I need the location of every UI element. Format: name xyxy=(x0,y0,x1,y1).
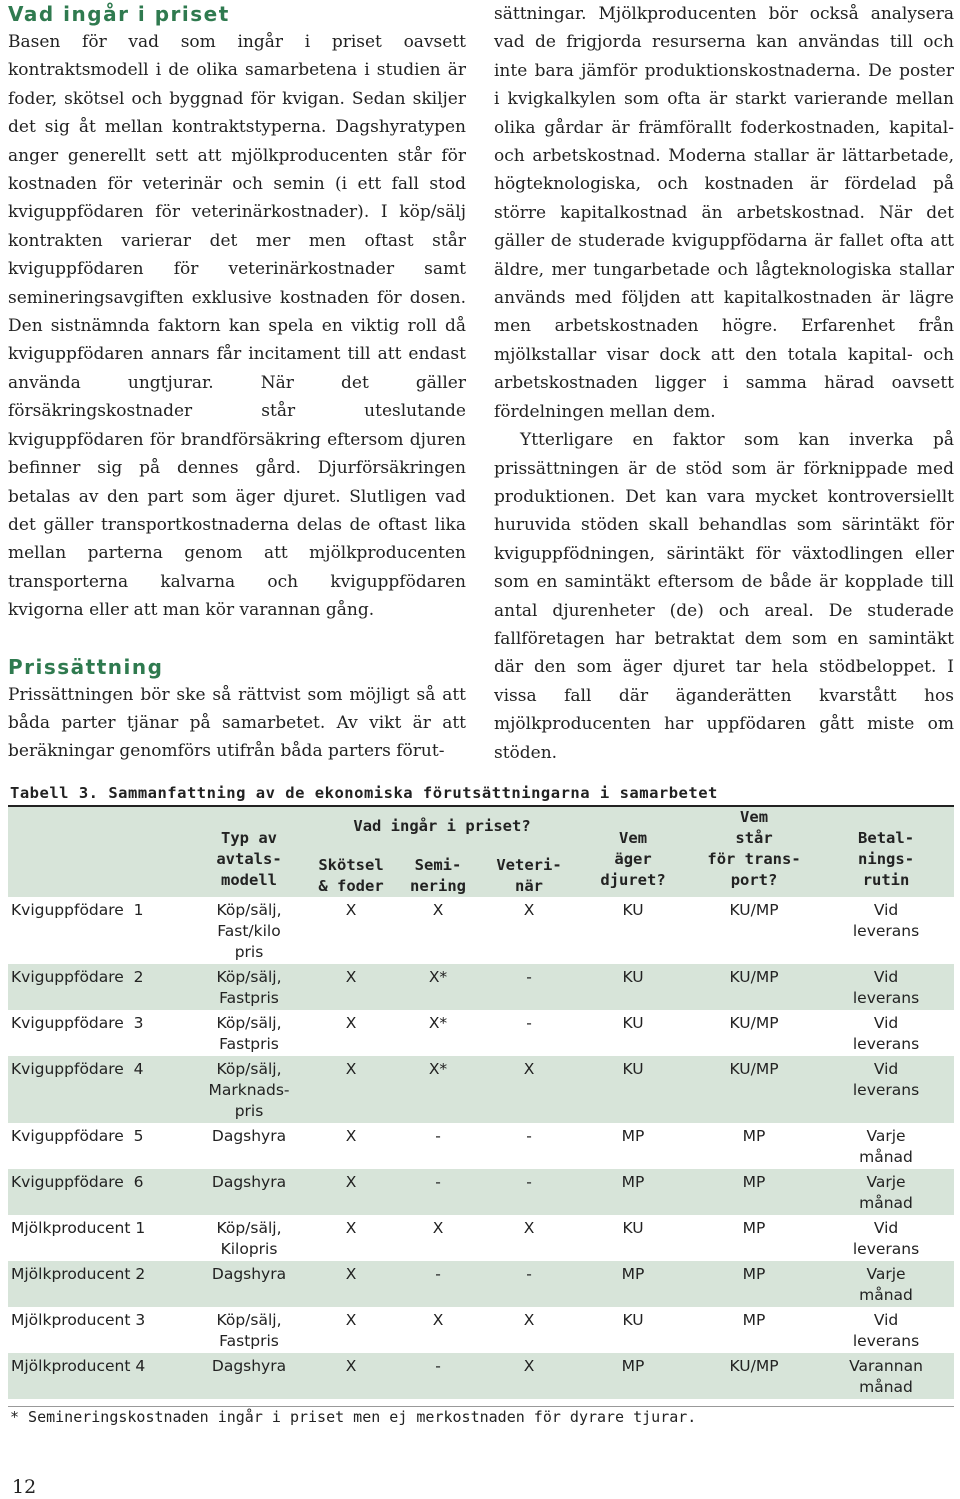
header-skotsel-line: & foder xyxy=(318,877,384,895)
header-transport-line: port? xyxy=(730,871,778,889)
cell-seminering: - xyxy=(394,1261,482,1307)
cell-betalning-line: Varje xyxy=(866,1127,906,1145)
cell-skotsel: X xyxy=(308,1056,394,1123)
paragraph-prissattning: Prissättningen bör ske så rättvist som möjligt så att båda parter tjänar på samarbetet. Av vikt är att beräkningar genomförs utifrån båda parters förut- xyxy=(8,684,466,762)
summary-table-container xyxy=(8,807,954,1399)
cell-betalning-line: leverans xyxy=(852,989,920,1007)
header-skotsel-line: Skötsel xyxy=(318,856,384,874)
row-label: Kviguppfödare 3 xyxy=(11,1014,144,1032)
header-betalning-line: Betal- xyxy=(858,829,915,847)
header-ager-line: äger xyxy=(614,850,652,868)
cell-seminering: X xyxy=(432,901,444,919)
header-typ xyxy=(190,807,308,897)
cell-typ xyxy=(190,1169,308,1215)
heading-vad-ingar: Vad ingår i priset xyxy=(8,2,230,26)
header-typ-line: avtals- xyxy=(216,850,282,868)
cell-betalning-line: Vid xyxy=(873,1311,899,1329)
table-row xyxy=(8,1261,954,1307)
cell-betalning xyxy=(818,1010,954,1056)
cell-typ-line: Fastpris xyxy=(219,1332,279,1350)
header-seminering-line: nering xyxy=(410,877,466,895)
page-number: 12 xyxy=(12,1476,37,1498)
cell-seminering: X* xyxy=(428,1014,448,1032)
cell-veterinar: X xyxy=(482,1353,576,1399)
cell-seminering: X* xyxy=(394,964,482,1010)
cell-betalning-line: leverans xyxy=(852,1081,920,1099)
row-label: Kviguppfödare 4 xyxy=(8,1056,190,1123)
header-typ-line: Typ av xyxy=(221,829,277,847)
cell-transport: KU/MP xyxy=(690,1056,818,1123)
table-row xyxy=(8,1307,954,1353)
header-transport-line: Vem xyxy=(740,808,769,826)
cell-betalning-line: Varje xyxy=(866,1173,906,1191)
cell-ager: KU xyxy=(576,1056,690,1123)
cell-betalning xyxy=(818,1261,954,1307)
cell-ager: MP xyxy=(576,1261,690,1307)
row-label: Mjölkproducent 3 xyxy=(11,1311,146,1329)
header-ager-line: Vem xyxy=(619,829,648,847)
cell-typ-line: Fastpris xyxy=(219,1035,279,1053)
cell-betalning-line: leverans xyxy=(852,922,920,940)
header-transport-line: står xyxy=(735,829,773,847)
cell-seminering: X* xyxy=(394,1056,482,1123)
cell-typ-line: Fast/kilo xyxy=(217,922,281,940)
table-row xyxy=(8,1056,954,1123)
cell-veterinar: - xyxy=(482,1169,576,1215)
cell-ager: KU xyxy=(622,1219,644,1237)
cell-veterinar: - xyxy=(482,1261,576,1307)
cell-typ-line: Köp/sälj, xyxy=(216,1311,282,1329)
cell-betalning xyxy=(818,1215,954,1261)
cell-betalning-line: månad xyxy=(859,1148,913,1166)
cell-betalning-line: månad xyxy=(859,1194,913,1212)
table-footnote: * Semineringskostnaden ingår i priset men ej merkostnaden för dyrare tjurar. xyxy=(10,1408,697,1426)
cell-betalning xyxy=(818,964,954,1010)
table-title: Tabell 3. Sammanfattning av de ekonomiska förutsättningarna i samarbetet xyxy=(10,784,718,802)
cell-typ-line: Köp/sälj, xyxy=(216,1014,282,1032)
cell-betalning-line: Varannan xyxy=(849,1357,923,1375)
cell-seminering: - xyxy=(394,1353,482,1399)
cell-betalning xyxy=(818,897,954,964)
cell-transport: KU/MP xyxy=(729,1014,779,1032)
cell-veterinar: - xyxy=(526,1014,532,1032)
cell-typ xyxy=(190,1123,308,1169)
cell-typ-line: Marknads- xyxy=(208,1081,290,1099)
cell-seminering: X xyxy=(432,1219,444,1237)
cell-typ-line: Kilopris xyxy=(220,1240,278,1258)
cell-typ-line: Dagshyra xyxy=(211,1265,287,1283)
cell-typ-line: Köp/sälj, xyxy=(216,1060,282,1078)
table-row xyxy=(8,1123,954,1169)
cell-betalning-line: Vid xyxy=(873,1219,899,1237)
cell-ager: MP xyxy=(621,1127,645,1145)
cell-betalning-line: Vid xyxy=(873,1014,899,1032)
paragraph-continued: sättningar. Mjölkproducenten bör också analysera vad de frigjorda resurserna kan användas till och inte bara jämför produktionskostnaderna. De poster i kvigkalkylen som ofta är starkt varierande mellan olika gårdar är främförallt foderkostnaden, kapital- och arbetskostnad. Moderna stallar är lättarbetade, högteknologiska, och kostnaden är fördelad på större kapitalkostnad än arbetskostnad. När det gäller de studerade kviguppfödarna är fallet ofta att äldre, mer tungarbetade och lågteknologiska stallar används med följden att kapitalkostnaden är lägre men arbetskostnaden högre. Erfarenhet från mjölkstallar visar dock att den totala kapital- och arbetskostnaden ligger i samma härad oavsett fördelningen mellan dem. xyxy=(494,4,954,422)
cell-betalning-line: månad xyxy=(859,1286,913,1304)
cell-transport: MP xyxy=(742,1219,766,1237)
cell-skotsel: X xyxy=(308,1353,394,1399)
cell-transport: KU/MP xyxy=(690,964,818,1010)
header-transport xyxy=(690,807,818,897)
cell-typ xyxy=(190,1307,308,1353)
row-label: Mjölkproducent 4 xyxy=(8,1353,190,1399)
cell-betalning-line: Vid xyxy=(873,968,899,986)
cell-betalning xyxy=(818,1056,954,1123)
cell-betalning xyxy=(818,1353,954,1399)
left-column xyxy=(8,0,466,766)
cell-betalning xyxy=(818,1307,954,1353)
cell-skotsel: X xyxy=(308,1261,394,1307)
header-typ-line: modell xyxy=(221,871,277,889)
header-group-vad-ingar: Vad ingår i priset? xyxy=(308,807,576,837)
cell-typ-line: Köp/sälj, xyxy=(216,901,282,919)
cell-transport: KU/MP xyxy=(729,901,779,919)
cell-betalning-line: Varje xyxy=(866,1265,906,1283)
cell-seminering: - xyxy=(435,1127,441,1145)
cell-typ-line: Dagshyra xyxy=(211,1127,287,1145)
cell-seminering: - xyxy=(394,1169,482,1215)
cell-betalning xyxy=(818,1169,954,1215)
cell-betalning-line: leverans xyxy=(852,1035,920,1053)
cell-typ xyxy=(190,1010,308,1056)
cell-typ-line: Dagshyra xyxy=(211,1357,287,1375)
cell-typ-line: Dagshyra xyxy=(211,1173,287,1191)
row-label: Kviguppfödare 5 xyxy=(11,1127,144,1145)
cell-transport: KU/MP xyxy=(690,1353,818,1399)
paragraph-stod: Ytterligare en faktor som kan inverka på prissättningen är de stöd som är förknippade med produktionen. Det kan vara mycket kontroversiellt huruvida stöden skall behandlas som särintäkt för kviguppfödningen, särintäkt för växtodlingen eller som en samintäkt eftersom de både är kopplade till antal djurenheter (de) och areal. De studerade fallföretagen har betraktat dem som en samintäkt där den som äger djuret tar hela stödbeloppet. I vissa fall där äganderätten kvarstått hos mjölkproducenten har uppfödaren gått miste om stöden. xyxy=(494,430,954,763)
header-seminering-line: Semi- xyxy=(414,856,462,874)
cell-betalning-line: månad xyxy=(859,1378,913,1396)
cell-skotsel: X xyxy=(308,1169,394,1215)
cell-typ-line: Köp/sälj, xyxy=(216,1219,282,1237)
header-veterinar-line: Veteri- xyxy=(496,856,562,874)
cell-transport: MP xyxy=(690,1261,818,1307)
header-betalning xyxy=(818,807,954,897)
header-label xyxy=(8,807,190,897)
cell-ager: MP xyxy=(576,1169,690,1215)
cell-typ xyxy=(190,1261,308,1307)
cell-betalning-line: leverans xyxy=(852,1240,920,1258)
cell-ager: KU xyxy=(622,901,644,919)
cell-skotsel: X xyxy=(345,901,357,919)
cell-skotsel: X xyxy=(345,1014,357,1032)
header-betalning-line: nings- xyxy=(858,850,915,868)
cell-betalning-line: Vid xyxy=(873,901,899,919)
cell-seminering: X xyxy=(432,1311,444,1329)
row-label: Kviguppfödare 6 xyxy=(8,1169,190,1215)
cell-transport: MP xyxy=(690,1169,818,1215)
cell-typ-line: Köp/sälj, xyxy=(216,968,282,986)
cell-typ xyxy=(190,964,308,1010)
header-ager-line: djuret? xyxy=(600,871,666,889)
table-bottom-rule xyxy=(8,1406,954,1407)
cell-betalning-line: leverans xyxy=(852,1332,920,1350)
paragraph-vad-ingar: Basen för vad som ingår i priset oavsett kontraktsmodell i de olika samarbetena i studien är foder, skötsel och byggnad för kvigan. Sedan skiljer det sig åt mellan kontraktstyperna. Dagshyratypen anger generellt sett att mjölkproducenten står för kostnaden för veterinär och semin (i ett fall stod kviguppfödaren för veterinärkostnader). I köp/sälj kontrakten varierar det mer men oftast står kviguppfödaren för veterinärkostnader samt semineringsavgiften exklusive kostnaden för dosen. Den sistnämnda faktorn kan spela en viktig roll då kviguppfödaren annars får incitament till att endast använda ungtjurar. När det gäller försäkringskostnader står uteslutande kviguppfödaren för brandförsäkring eftersom djuren befinner sig på dennes gård. Djurförsäkringen betalas av den part som äger djuret. Slutligen vad det gäller transportkostnaderna delas de oftast lika mellan parterna genom att mjölkproducenten transporterna kalvarna och kviguppfödaren kvigorna eller att man kör varannan gång. xyxy=(8,32,466,621)
cell-ager: MP xyxy=(576,1353,690,1399)
header-veterinar-line: när xyxy=(515,877,544,895)
cell-transport: MP xyxy=(742,1311,766,1329)
table-row xyxy=(8,1010,954,1056)
cell-veterinar: - xyxy=(482,964,576,1010)
cell-veterinar: X xyxy=(523,1311,535,1329)
cell-skotsel: X xyxy=(345,1219,357,1237)
cell-veterinar: X xyxy=(523,1219,535,1237)
cell-typ xyxy=(190,1215,308,1261)
cell-ager: KU xyxy=(622,1311,644,1329)
cell-betalning xyxy=(818,1123,954,1169)
cell-skotsel: X xyxy=(345,1311,357,1329)
cell-ager: KU xyxy=(576,964,690,1010)
header-veterinar xyxy=(482,837,576,897)
cell-typ-line: pris xyxy=(234,1102,264,1120)
cell-ager: KU xyxy=(622,1014,644,1032)
table-row xyxy=(8,897,954,964)
table-row xyxy=(8,964,954,1010)
cell-veterinar: X xyxy=(482,1056,576,1123)
cell-typ xyxy=(190,897,308,964)
cell-skotsel: X xyxy=(345,1127,357,1145)
cell-skotsel: X xyxy=(308,964,394,1010)
heading-prissattning: Prissättning xyxy=(8,654,164,679)
cell-transport: MP xyxy=(742,1127,766,1145)
table-row xyxy=(8,1169,954,1215)
cell-veterinar: - xyxy=(526,1127,532,1145)
summary-table xyxy=(8,807,954,1399)
right-column xyxy=(494,0,954,767)
header-betalning-line: rutin xyxy=(862,871,910,889)
cell-typ xyxy=(190,1056,308,1123)
cell-veterinar: X xyxy=(523,901,535,919)
row-label: Kviguppfödare 1 xyxy=(11,901,144,919)
table-row xyxy=(8,1353,954,1399)
header-transport-line: för trans- xyxy=(707,850,801,868)
row-label: Mjölkproducent 1 xyxy=(11,1219,146,1237)
table-row xyxy=(8,1215,954,1261)
cell-typ-line: Fastpris xyxy=(219,989,279,1007)
row-label: Mjölkproducent 2 xyxy=(8,1261,190,1307)
header-seminering xyxy=(394,837,482,897)
cell-typ xyxy=(190,1353,308,1399)
cell-typ-line: pris xyxy=(234,943,264,961)
header-ager xyxy=(576,807,690,897)
header-skotsel xyxy=(308,837,394,897)
cell-betalning-line: Vid xyxy=(873,1060,899,1078)
row-label: Kviguppfödare 2 xyxy=(8,964,190,1010)
